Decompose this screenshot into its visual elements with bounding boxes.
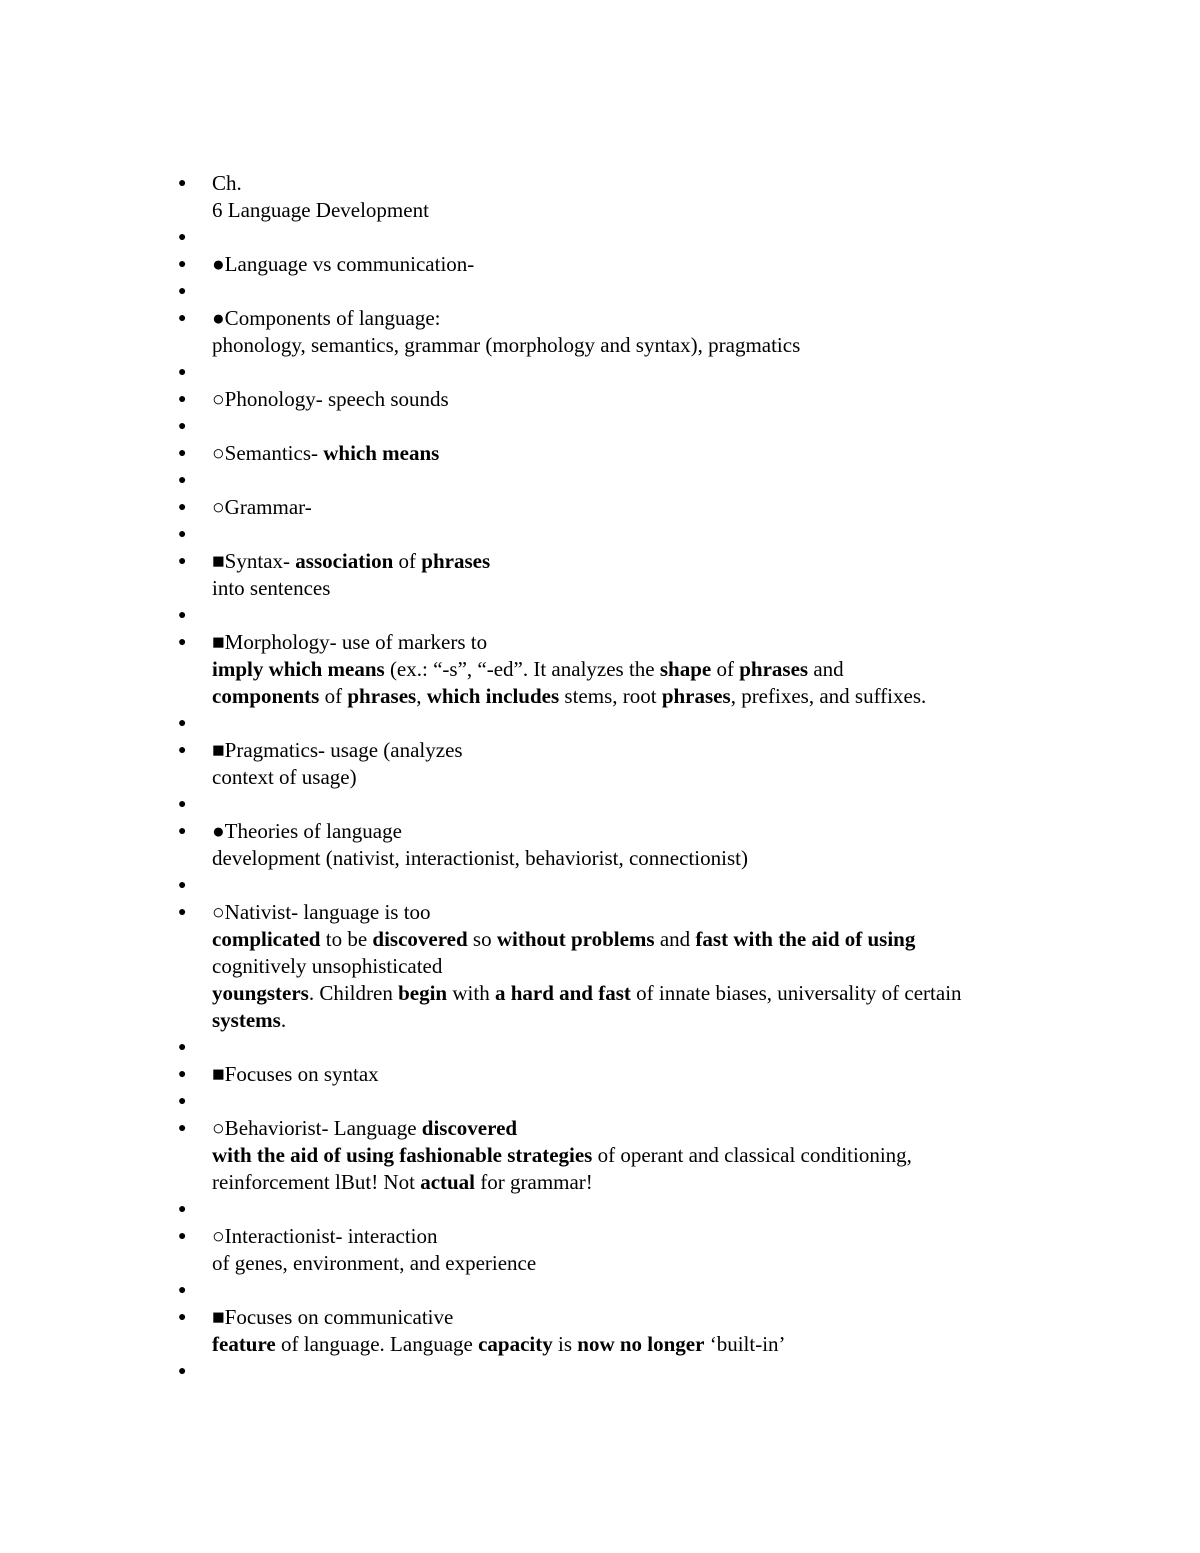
text: development (nativist, interactionist, behaviorist, connectionist) bbox=[212, 846, 748, 870]
text-line bbox=[212, 494, 1078, 521]
text: ●Theories of language bbox=[212, 819, 402, 843]
text: ○Nativist- language is too bbox=[212, 900, 431, 924]
bold-text: components bbox=[212, 684, 320, 708]
text-line bbox=[212, 1250, 1078, 1277]
bullet-icon: ● bbox=[178, 554, 187, 569]
text: ●Language vs communication- bbox=[212, 252, 475, 276]
list-item bbox=[178, 899, 1078, 1034]
list-item bbox=[178, 872, 1078, 899]
list-item bbox=[178, 413, 1078, 440]
bold-text: imply which means bbox=[212, 657, 385, 681]
bullet-icon: ● bbox=[178, 176, 187, 191]
text-line bbox=[212, 629, 1078, 656]
bold-text: with the aid of using fashionable strategies bbox=[212, 1143, 593, 1167]
list-item bbox=[178, 602, 1078, 629]
text: of innate biases, universality of certain bbox=[630, 981, 962, 1005]
list-item bbox=[178, 710, 1078, 737]
bullet-icon: ● bbox=[178, 608, 187, 623]
text-line bbox=[212, 1304, 1078, 1331]
bold-text: begin bbox=[398, 981, 448, 1005]
bold-text: discovered bbox=[372, 927, 468, 951]
text-line bbox=[212, 251, 1078, 278]
list-item bbox=[178, 1223, 1078, 1277]
text: of language. Language bbox=[275, 1332, 479, 1356]
bullet-icon: ● bbox=[178, 392, 187, 407]
text-line bbox=[212, 764, 1078, 791]
text: ■Pragmatics- usage (analyzes bbox=[212, 738, 463, 762]
list-item bbox=[178, 548, 1078, 602]
bullet-icon: ● bbox=[178, 1364, 187, 1379]
text-line bbox=[212, 440, 1078, 467]
list-item bbox=[178, 359, 1078, 386]
text: Ch. bbox=[212, 171, 242, 195]
text-line bbox=[212, 1061, 1078, 1088]
text-line bbox=[212, 1331, 1078, 1358]
text-line bbox=[212, 845, 1078, 872]
list-item bbox=[178, 278, 1078, 305]
list-item bbox=[178, 1061, 1078, 1088]
bullet-icon: ● bbox=[178, 230, 187, 245]
text-line bbox=[212, 548, 1078, 575]
text-line bbox=[212, 1115, 1078, 1142]
bullet-icon: ● bbox=[178, 635, 187, 650]
text: into sentences bbox=[212, 576, 331, 600]
list-item bbox=[178, 1304, 1078, 1358]
bold-text: which means bbox=[323, 441, 440, 465]
text-line bbox=[212, 656, 1078, 683]
bullet-icon: ● bbox=[178, 1310, 187, 1325]
bold-text: phrases bbox=[661, 684, 731, 708]
text: ○Interactionist- interaction bbox=[212, 1224, 438, 1248]
text-line bbox=[212, 305, 1078, 332]
list-item bbox=[178, 1358, 1078, 1385]
text-line bbox=[212, 926, 1078, 953]
text: reinforcement lBut! Not bbox=[212, 1170, 421, 1194]
text: ■Morphology- use of markers to bbox=[212, 630, 488, 654]
bullet-icon: ● bbox=[178, 257, 187, 272]
bold-text: systems bbox=[212, 1008, 281, 1032]
text-line bbox=[212, 170, 1078, 197]
text-line bbox=[212, 197, 1078, 224]
bold-text: association bbox=[295, 549, 394, 573]
bold-text: phrases bbox=[347, 684, 417, 708]
bullet-icon: ● bbox=[178, 905, 187, 920]
text: context of usage) bbox=[212, 765, 357, 789]
bullet-icon: ● bbox=[178, 1121, 187, 1136]
bold-text: complicated bbox=[212, 927, 321, 951]
text: , bbox=[416, 684, 427, 708]
bullet-icon: ● bbox=[178, 1067, 187, 1082]
text: . bbox=[280, 1008, 287, 1032]
text: and bbox=[808, 657, 844, 681]
list-item bbox=[178, 818, 1078, 872]
bullet-icon: ● bbox=[178, 797, 187, 812]
text: of bbox=[319, 684, 348, 708]
text: cognitively unsophisticated bbox=[212, 954, 443, 978]
bold-text: which includes bbox=[426, 684, 560, 708]
bullet-icon: ● bbox=[178, 824, 187, 839]
text: ○Grammar- bbox=[212, 495, 312, 519]
bold-text: shape bbox=[659, 657, 712, 681]
list-item bbox=[178, 791, 1078, 818]
bullet-icon: ● bbox=[178, 473, 187, 488]
outline-list bbox=[178, 170, 1078, 1385]
text: of operant and classical conditioning, bbox=[592, 1143, 912, 1167]
text-line bbox=[212, 1169, 1078, 1196]
list-item bbox=[178, 386, 1078, 413]
text: for grammar! bbox=[475, 1170, 593, 1194]
bold-text: phrases bbox=[421, 549, 491, 573]
text: ○Phonology- speech sounds bbox=[212, 387, 449, 411]
bullet-icon: ● bbox=[178, 743, 187, 758]
text-line bbox=[212, 980, 1078, 1007]
text: is bbox=[552, 1332, 578, 1356]
bullet-icon: ● bbox=[178, 878, 187, 893]
bold-text: actual bbox=[420, 1170, 476, 1194]
text: phonology, semantics, grammar (morphology and syntax), pragmatics bbox=[212, 333, 801, 357]
text-line bbox=[212, 386, 1078, 413]
bold-text: feature bbox=[212, 1332, 276, 1356]
text: stems, root bbox=[559, 684, 662, 708]
text-line bbox=[212, 683, 1078, 710]
bullet-icon: ● bbox=[178, 365, 187, 380]
text: ■Syntax- bbox=[212, 549, 296, 573]
list-item bbox=[178, 224, 1078, 251]
text: 6 Language Development bbox=[212, 198, 429, 222]
list-item bbox=[178, 467, 1078, 494]
list-item bbox=[178, 494, 1078, 521]
text-line bbox=[212, 818, 1078, 845]
list-item bbox=[178, 1196, 1078, 1223]
text-line bbox=[212, 332, 1078, 359]
bold-text: fast with the aid of using bbox=[695, 927, 916, 951]
text: of bbox=[711, 657, 740, 681]
text: ■Focuses on syntax bbox=[212, 1062, 379, 1086]
list-item bbox=[178, 1115, 1078, 1196]
text: to be bbox=[320, 927, 373, 951]
bullet-icon: ● bbox=[178, 419, 187, 434]
text: ○Semantics- bbox=[212, 441, 324, 465]
list-item bbox=[178, 737, 1078, 791]
bold-text: youngsters bbox=[212, 981, 309, 1005]
text: ●Components of language: bbox=[212, 306, 441, 330]
text-line bbox=[212, 953, 1078, 980]
text: ○Behaviorist- Language bbox=[212, 1116, 422, 1140]
text: so bbox=[467, 927, 497, 951]
text: (ex.: “-s”, “-ed”. It analyzes the bbox=[384, 657, 660, 681]
bold-text: phrases bbox=[739, 657, 809, 681]
bullet-icon: ● bbox=[178, 284, 187, 299]
bullet-icon: ● bbox=[178, 500, 187, 515]
bullet-icon: ● bbox=[178, 527, 187, 542]
text-line bbox=[212, 899, 1078, 926]
bullet-icon: ● bbox=[178, 716, 187, 731]
text-line bbox=[212, 1142, 1078, 1169]
bullet-icon: ● bbox=[178, 1283, 187, 1298]
bullet-icon: ● bbox=[178, 311, 187, 326]
text-line bbox=[212, 737, 1078, 764]
list-item bbox=[178, 521, 1078, 548]
bold-text: without problems bbox=[496, 927, 655, 951]
text: of genes, environment, and experience bbox=[212, 1251, 537, 1275]
text-line bbox=[212, 1223, 1078, 1250]
bullet-icon: ● bbox=[178, 446, 187, 461]
list-item bbox=[178, 251, 1078, 278]
bullet-icon: ● bbox=[178, 1202, 187, 1217]
list-item bbox=[178, 1034, 1078, 1061]
text: . Children bbox=[308, 981, 399, 1005]
text-line bbox=[212, 1007, 1078, 1034]
list-item bbox=[178, 305, 1078, 359]
bold-text: discovered bbox=[421, 1116, 518, 1140]
text: , prefixes, and suffixes. bbox=[730, 684, 927, 708]
bullet-icon: ● bbox=[178, 1229, 187, 1244]
bold-text: now no longer bbox=[577, 1332, 705, 1356]
bullet-icon: ● bbox=[178, 1094, 187, 1109]
list-item bbox=[178, 1277, 1078, 1304]
list-item bbox=[178, 1088, 1078, 1115]
text: and bbox=[654, 927, 696, 951]
text-line bbox=[212, 575, 1078, 602]
bold-text: capacity bbox=[478, 1332, 553, 1356]
list-item bbox=[178, 170, 1078, 224]
bullet-icon: ● bbox=[178, 1040, 187, 1055]
text: of bbox=[393, 549, 422, 573]
text: ‘built-in’ bbox=[704, 1332, 786, 1356]
text: with bbox=[447, 981, 495, 1005]
text: ■Focuses on communicative bbox=[212, 1305, 454, 1329]
bold-text: a hard and fast bbox=[494, 981, 631, 1005]
list-item bbox=[178, 629, 1078, 710]
list-item bbox=[178, 440, 1078, 467]
